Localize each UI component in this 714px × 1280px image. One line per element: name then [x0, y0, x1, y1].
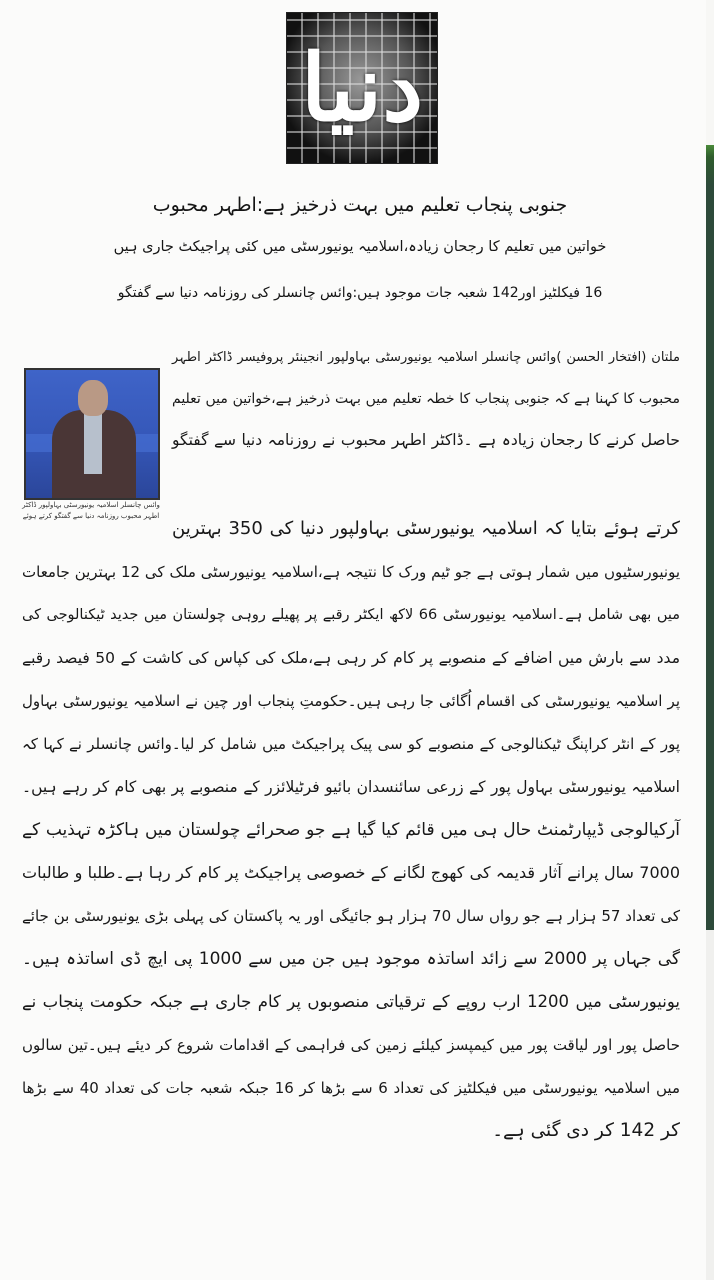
article-line: پور کے انٹر کراپنگ ٹیکنالوجی کے منصوبے کو سی پیک پراجیکٹ میں شامل کر لیا۔وائس چانسلر نے کہا کہ [22, 735, 680, 753]
article-line: 7000 سال پرانے آثار قدیمہ کی کھوج لگانے کے خصوصی پراجیکٹ پر کام کر رہا ہے۔طلبا و طالبات [22, 863, 680, 882]
page-edge-strip-light [706, 930, 714, 1280]
article-line: میں بھی شامل ہے۔اسلامیہ یونیورسٹی 66 لاکھ ایکٹر رقبے پر پھیلے روہی چولستان میں جدید ٹیکنالوجی کی [22, 607, 680, 623]
article-line: حاصل کرنے کا رجحان زیادہ ہے ۔ڈاکٹر اطہر محبوب نے روزنامہ دنیا سے گفتگو [172, 431, 680, 449]
article-line: کی تعداد 57 ہزار ہے جو رواں سال 70 ہزار ہو جائیگی اور یہ پاکستان کی پہلی بڑی یونیورسٹی بن جائے [22, 907, 680, 925]
article-line: میں اسلامیہ یونیورسٹی میں فیکلٹیز کی تعداد 6 سے بڑھا کر 16 جبکہ شعبہ جات کی تعداد 40 سے بڑھا [22, 1079, 680, 1097]
article-line: یونیورسٹیوں میں شمار ہوتی ہے جو ٹیم ورک کا نتیجہ ہے،اسلامیہ یونیورسٹی ملک کی 12 بہترین جامعات [22, 563, 680, 581]
article-line: آرکیالوجی ڈیپارٹمنٹ حال ہی میں قائم کیا گیا ہے جو صحرائے چولستان میں ہاکڑہ تہذیب کے [22, 820, 680, 840]
article-line: اسلامیہ یونیورسٹی بہاول پور کے زرعی سائنسدان بائیو فرٹیلائزر کے منصوبے پر بھی کام کر رہے ہیں۔ [22, 778, 680, 796]
article-line: پر اسلامیہ یونیورسٹی کی اقسام اُگائی جا رہی ہیں۔حکومتِ پنجاب اور چین نے اسلامیہ یونیورسٹی بہاول [22, 692, 680, 710]
article-line: گی جہاں پر 2000 سے زائد اساتذہ موجود ہیں جن میں سے 1000 پی ایچ ڈی اساتذہ ہیں۔ [22, 949, 680, 969]
article-line-last: کر 142 کر دی گئی ہے۔ [492, 1120, 680, 1141]
sub-headline-1: خواتین میں تعلیم کا رجحان زیادہ،اسلامیہ یونیورسٹی میں کئی پراجیکٹ جاری ہیں [113, 239, 607, 255]
photo-caption: وائس چانسلر اسلامیہ یونیورسٹی بہاولپور ڈاکٹر اطہر محبوب روزنامہ دنیا سے گفتگو کرتے ہوئے [22, 501, 160, 520]
article-line: ملتان (افتخار الحسن )وائس چانسلر اسلامیہ یونیورسٹی بہاولپور انجینئر پروفیسر ڈاکٹر اطہر [172, 350, 680, 365]
sub-headline-2: 16 فیکلٹیز اور142 شعبہ جات موجود ہیں:وائس چانسلر کی روزنامہ دنیا سے گفتگو [117, 285, 603, 301]
article-line: کرتے ہوئے بتایا کہ اسلامیہ یونیورسٹی بہاولپور دنیا کی 350 بہترین [172, 518, 680, 539]
page-edge-strip [706, 145, 714, 930]
logo-wordmark: دنیا [300, 34, 424, 142]
article-line: یونیورسٹی میں 1200 ارب روپے کے ترقیاتی منصوبوں پر کام جاری ہے جبکہ حکومت پنجاب نے [22, 992, 680, 1011]
article-line: محبوب کا کہنا ہے کہ جنوبی پنجاب کا خطہ تعلیم میں بہت ذرخیز ہے،خواتین میں تعلیم [172, 391, 680, 407]
main-headline: جنوبی پنجاب تعلیم میں بہت ذرخیز ہے:اطہر محبوب [152, 194, 568, 216]
article-line: مدد سے بارش میں اضافے کے منصوبے پر کام کر رہی ہے،ملک کی کپاس کی کاشت کے 50 فیصد رقبے [22, 649, 680, 667]
article-line: حاصل پور اور لیاقت پور میں کیمپسز کیلئے زمین کی فراہمی کے اقدامات شروع کر دیئے ہیں۔تین سالوں [22, 1036, 680, 1054]
